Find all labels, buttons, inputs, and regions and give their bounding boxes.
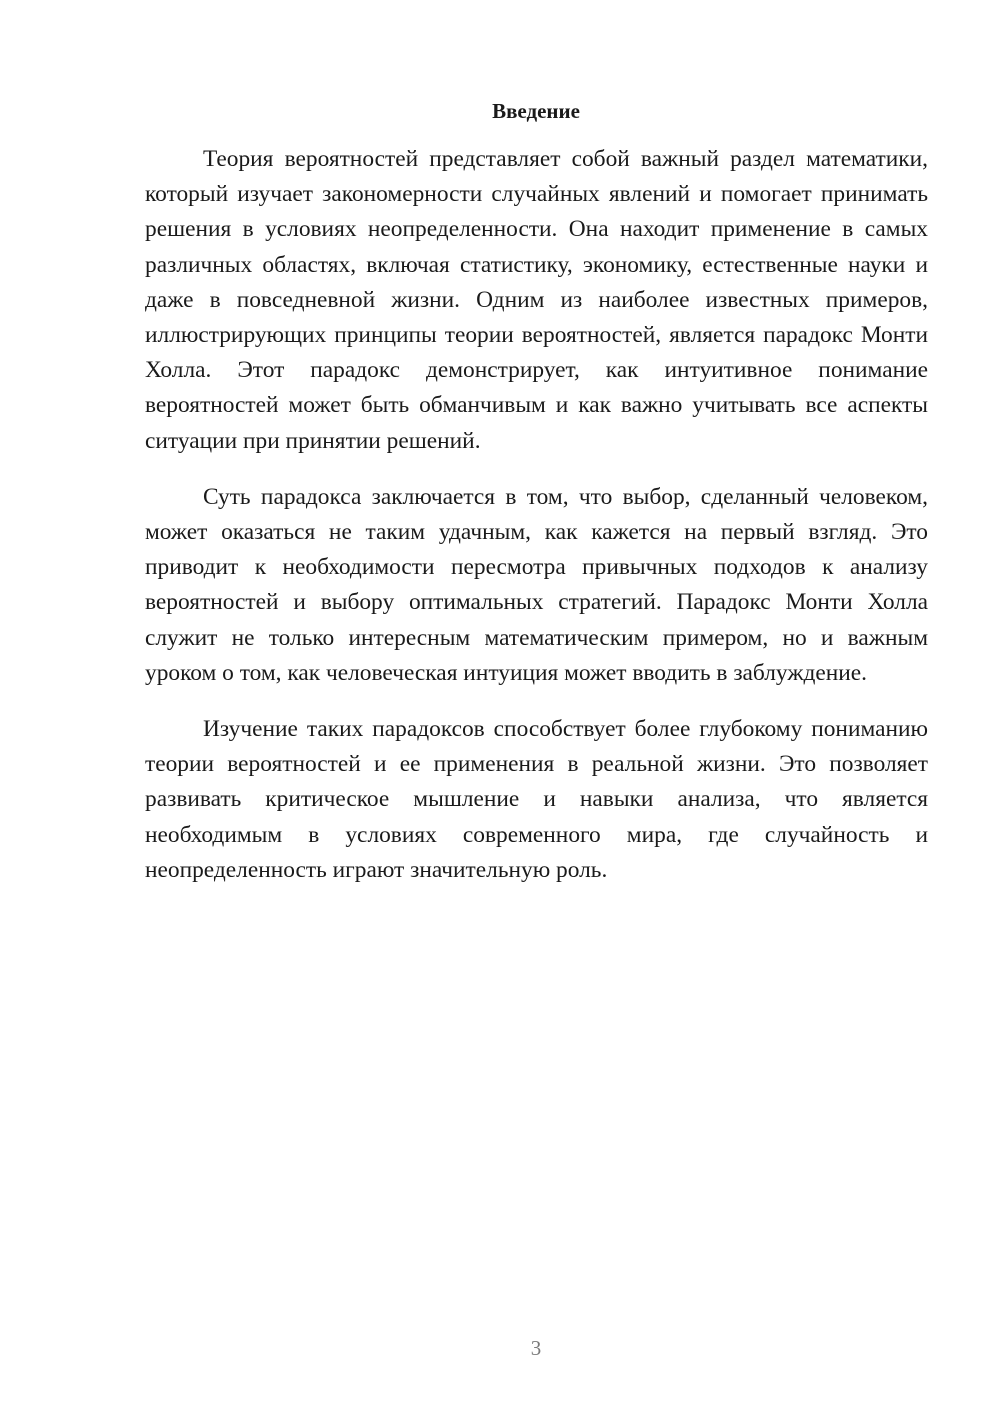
section-heading: Введение [492, 99, 580, 123]
page-number: 3 [530, 1336, 542, 1360]
body-text [145, 142, 928, 909]
paragraph: Изучение таких парадоксов способствует более глубокому пониманию теории вероятностей и ее применения в реальной жизни. Это позволяет развивать критическое мышление и навыки анализа, что является необходимым в условиях современного мира, где случайность и неопределенность играют значительную роль. [145, 716, 928, 883]
paragraph: Теория вероятностей представляет собой важный раздел математики, который изучает закономерности случайных явлений и помогает принимать решения в условиях неопределенности. Она находит применение в самых различных областях, включая статистику, экономику, естественные науки и даже в повседневной жизни. Одним из наиболее известных примеров, иллюстрирующих принципы теории вероятностей, является парадокс Монти Холла. Этот парадокс демонстрирует, как интуитивное понимание вероятностей может быть обманчивым и как важно учитывать все аспекты ситуации при принятии решений. [145, 146, 928, 454]
paragraph: Суть парадокса заключается в том, что выбор, сделанный человеком, может оказаться не таким удачным, как кажется на первый взгляд. Это приводит к необходимости пересмотра привычных подходов к анализу вероятностей и выбору оптимальных стратегий. Парадокс Монти Холла служит не только интересным математическим примером, но и важным уроком о том, как человеческая интуиция может вводить в заблуждение. [145, 483, 928, 686]
